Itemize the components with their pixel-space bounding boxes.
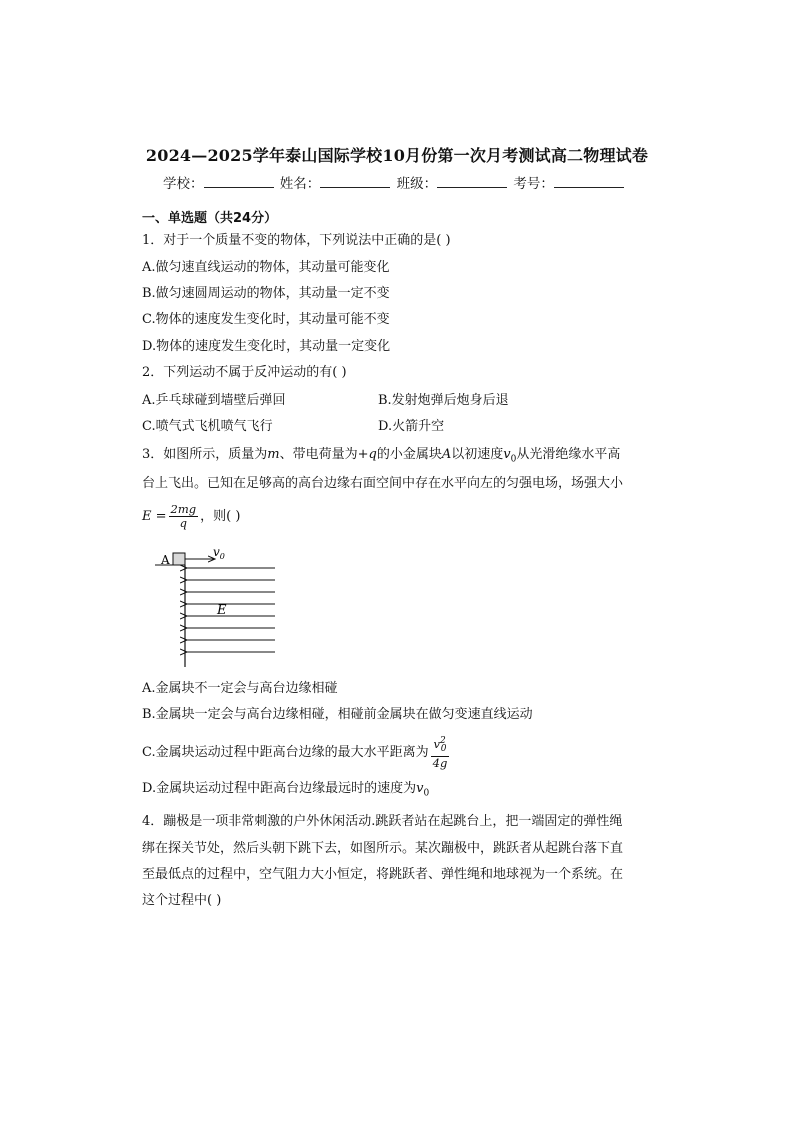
school-blank xyxy=(204,175,274,188)
name-blank xyxy=(320,175,390,188)
name-label: 姓名： xyxy=(279,176,321,192)
q3-velocity-symbol: v xyxy=(503,447,511,462)
q3-option-d xyxy=(142,780,429,803)
q3-option-c-denominator: 4g xyxy=(432,756,448,771)
metal-block xyxy=(173,553,185,565)
q1-option-b: B.做匀速圆周运动的物体，其动量一定不变 xyxy=(142,286,390,301)
q3-velocity-subscript: 0 xyxy=(510,454,517,465)
q3-fraction-denominator: q xyxy=(179,516,187,530)
q3-option-b: B.金属块一定会与高台边缘相碰，相碰前金属块在做匀变速直线运动 xyxy=(142,707,533,722)
q3-text: 3．如图所示，质量为 xyxy=(142,447,268,462)
exam-title: 2024—2025学年泰山国际学校10月份第一次月考测试高二物理试卷 xyxy=(145,146,649,165)
exam-no-label: 考号： xyxy=(513,176,554,192)
q2-option-d: D.火箭升空 xyxy=(378,419,445,434)
q3-option-d-symbol: v xyxy=(416,781,424,796)
block-label: A xyxy=(161,553,170,567)
q3-charge-symbol: +q xyxy=(357,447,377,462)
q3-text: 以初速度 xyxy=(451,447,504,462)
q2-option-b: B.发射炮弹后炮身后退 xyxy=(378,393,509,408)
field-label: E xyxy=(217,603,227,618)
q1-option-a: A.做匀速直线运动的物体，其动量可能变化 xyxy=(142,260,390,275)
q3-stem-line1 xyxy=(142,446,620,469)
class-blank xyxy=(437,175,507,188)
q4-line2: 绑在探关节处，然后头朝下跳下去，如图所示。某次蹦极中，跳跃者从起跳台落下直 xyxy=(142,841,624,856)
q3-stem-line3 xyxy=(142,503,240,531)
exam-no-blank xyxy=(554,175,624,188)
student-info-row xyxy=(163,172,626,192)
q3-option-a: A.金属块不一定会与高台边缘相碰 xyxy=(142,681,338,696)
q3-text: 的小金属块 xyxy=(376,447,442,462)
q2-option-a: A.乒乓球碰到墙壁后弹回 xyxy=(142,393,286,408)
q2-option-c: C.喷气式飞机喷气飞行 xyxy=(142,419,273,434)
q3-field-fraction xyxy=(169,503,199,530)
field-lines xyxy=(187,568,275,652)
q3-option-c-numerator: $v^2_0$ xyxy=(431,735,450,757)
q3-mass-symbol: m xyxy=(267,447,280,462)
q1-option-c: C.物体的速度发生变化时，其动量可能不变 xyxy=(142,312,390,327)
q3-field-equation: E = xyxy=(142,509,167,524)
q1-stem: 1．对于一个质量不变的物体，下列说法中正确的是( ) xyxy=(142,233,451,248)
q3-stem-line2: 台上飞出。已知在足够高的高台边缘右面空间中存在水平向左的匀强电场，场强大小 xyxy=(142,476,624,491)
q3-text: 、带电荷量为 xyxy=(279,447,358,462)
q3-text: 从光滑绝缘水平高 xyxy=(516,447,621,462)
q3-field-figure xyxy=(155,543,285,671)
q4-line1: 4．蹦极是一项非常刺激的户外休闲活动.跳跃者站在起跳台上，把一端固定的弹性绳 xyxy=(142,814,623,829)
q4-line3: 至最低点的过程中，空气阻力大小恒定，将跳跃者、弹性绳和地球视为一个系统。在 xyxy=(142,867,624,882)
q3-option-d-text: D.金属块运动过程中距高台边缘最远时的速度为 xyxy=(142,781,417,796)
q3-block-symbol: A xyxy=(441,447,452,462)
velocity-label: $v_0$ xyxy=(213,545,225,561)
class-label: 班级： xyxy=(396,176,438,192)
school-label: 学校： xyxy=(163,176,204,192)
q3-text: ，则( ) xyxy=(200,509,241,524)
q3-fraction-numerator: 2mg xyxy=(170,502,197,516)
section-heading: 一、单选题（共24分） xyxy=(142,211,278,226)
q1-option-d: D.物体的速度发生变化时，其动量一定变化 xyxy=(142,339,391,354)
q2-options-row1 xyxy=(142,392,286,410)
q4-line4: 这个过程中( ) xyxy=(142,893,222,908)
q3-option-c-text: C.金属块运动过程中距高台边缘的最大水平距离为 xyxy=(142,745,429,761)
q3-option-d-subscript: 0 xyxy=(423,788,430,799)
q2-stem: 2．下列运动不属于反冲运动的有( ) xyxy=(142,365,347,380)
q3-option-c-fraction xyxy=(431,735,450,770)
q3-option-c xyxy=(142,735,451,770)
